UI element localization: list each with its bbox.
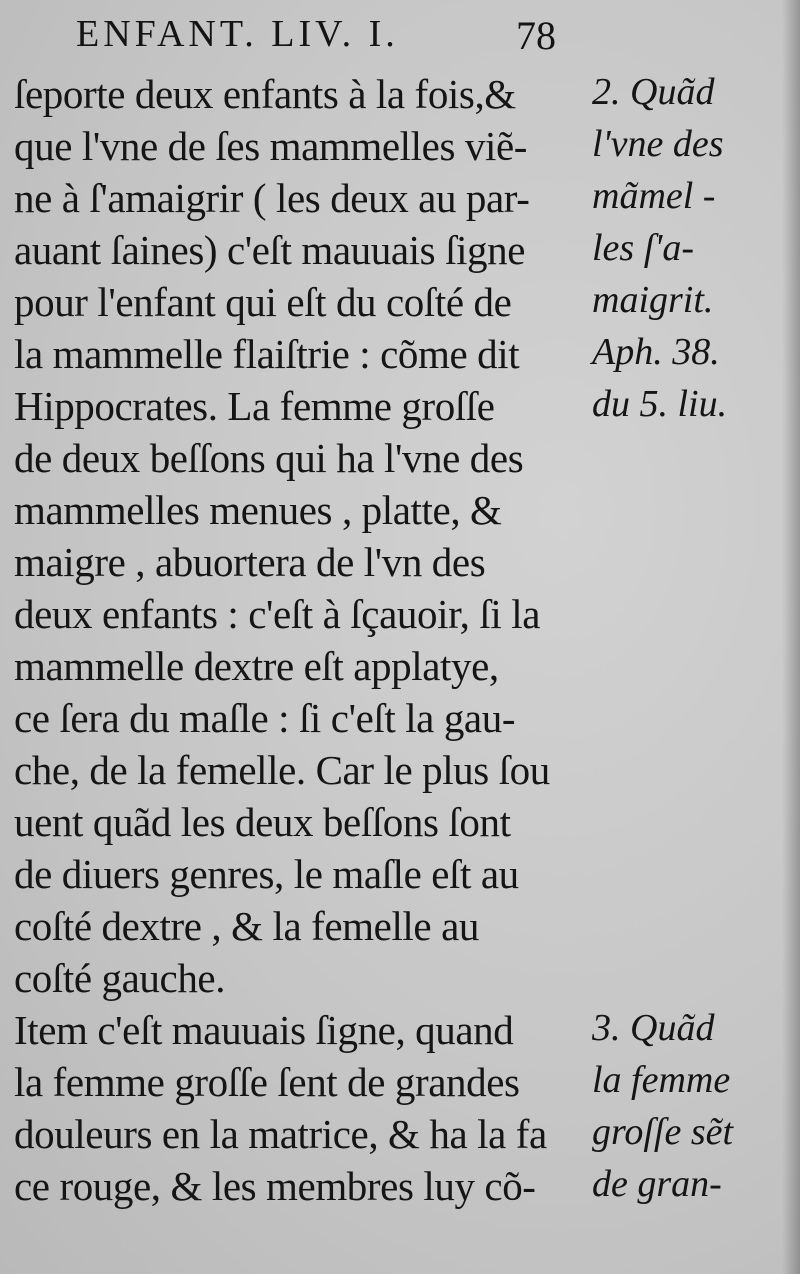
page-edge-shadow xyxy=(782,0,800,1274)
margin-note: l'vne des xyxy=(592,123,724,165)
line-text: la femme groſſe ſent de grandes xyxy=(14,1059,520,1105)
line-text: deux enfants : c'eſt à ſçauoir, ſi la xyxy=(14,591,541,637)
margin-note: les ſ'a- xyxy=(592,227,695,269)
line-text: coſté gauche. xyxy=(14,955,226,1001)
margin-note: du 5. liu. xyxy=(592,383,728,425)
running-head xyxy=(0,12,800,60)
line-text: che, de la femelle. Car le plus ſou xyxy=(14,747,550,793)
line-text: que l'vne de ſes mammelles viẽ- xyxy=(14,123,528,169)
line-text: ſeporte deux enfants à la fois,& xyxy=(14,71,516,117)
line-text: auant ſaines) c'eſt mauuais ſigne xyxy=(14,227,526,273)
line-text: douleurs en la matrice, & ha la fa xyxy=(14,1111,547,1157)
line-text: de diuers genres, le maſle eſt au xyxy=(14,851,519,897)
margin-note: maigrit. xyxy=(592,279,714,321)
line-text: ce ſera du maſle : ſi c'eſt la gau- xyxy=(14,695,516,741)
margin-note: de gran- xyxy=(592,1163,722,1205)
line-text: uent quãd les deux beſſons ſont xyxy=(14,799,511,845)
line-text: maigre , abuortera de l'vn des xyxy=(14,539,486,585)
page-number: 78 xyxy=(516,13,556,58)
line-text: la mammelle flaiſtrie : cõme dit xyxy=(14,331,520,377)
margin-note: la femme xyxy=(592,1059,731,1101)
margin-note: 3. Quãd xyxy=(592,1007,715,1049)
margin-note: groſſe sẽt xyxy=(592,1111,734,1153)
line-text: ce rouge, & les membres luy cõ- xyxy=(14,1163,536,1209)
line-text: coſté dextre , & la femelle au xyxy=(14,903,479,949)
margin-note: mãmel - xyxy=(592,175,716,217)
line-text: mammelles menues , platte, & xyxy=(14,487,502,533)
margin-note: 2. Quãd xyxy=(592,71,715,113)
running-head-title: ENFANT. LIV. I. xyxy=(76,13,399,55)
line-text: de deux beſſons qui ha l'vne des xyxy=(14,435,524,481)
line-text: mammelle dextre eſt applatye, xyxy=(14,643,499,689)
line-text: pour l'enfant qui eſt du coſté de xyxy=(14,279,512,325)
line-text: ne à ſ'amaigrir ( les deux au par- xyxy=(14,175,530,221)
line-text: Hippocrates. La femme groſſe xyxy=(14,383,495,429)
line-text: Item c'eſt mauuais ſigne, quand xyxy=(14,1007,514,1053)
margin-note: Aph. 38. xyxy=(592,331,720,373)
